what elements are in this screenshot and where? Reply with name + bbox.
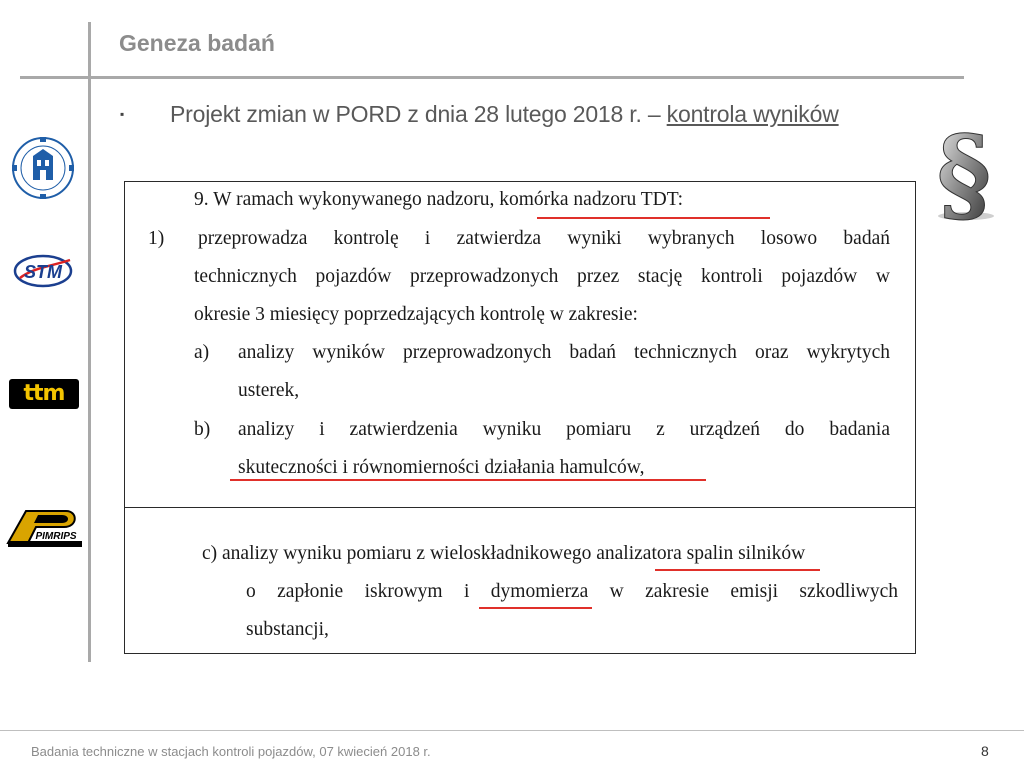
item-c-line1-suffix: silników bbox=[738, 543, 806, 564]
item-c-line1-highlight: analizatora spalin bbox=[596, 543, 734, 564]
item-b-number: b) bbox=[194, 419, 211, 440]
pimrips-logo-text: PIMRIPS bbox=[35, 531, 77, 542]
red-underline bbox=[537, 217, 770, 219]
red-underline bbox=[479, 607, 592, 609]
box1-line1-highlight: komórka nadzoru TDT: bbox=[499, 189, 684, 210]
ttm-logo: ttm bbox=[9, 379, 79, 409]
vertical-divider bbox=[88, 22, 91, 662]
subtitle-text: Projekt zmian w PORD z dnia 28 lutego 2018 r. – bbox=[170, 101, 661, 127]
item-c-line-1 bbox=[202, 543, 805, 565]
subtitle-link[interactable]: kontrola wyników bbox=[666, 101, 839, 127]
university-logo-icon bbox=[11, 136, 75, 200]
stm-logo-icon bbox=[12, 248, 74, 294]
pimrips-logo-icon bbox=[6, 503, 84, 549]
item-a-line-2: usterek, bbox=[238, 380, 300, 401]
footer-divider bbox=[0, 730, 1024, 731]
item-c-line2-highlight: dymomierza bbox=[490, 581, 589, 602]
bullet-icon: ▪ bbox=[120, 107, 125, 121]
footer-text: Badania techniczne w stacjach kontroli pojazdów, 07 kwiecień 2018 r. bbox=[31, 744, 431, 759]
item-c-line-2 bbox=[246, 581, 898, 603]
page-number: 8 bbox=[981, 743, 989, 759]
item1-number: 1) bbox=[148, 228, 165, 249]
legal-text-box-2 bbox=[124, 507, 916, 654]
item-c-line-3: substancji, bbox=[246, 619, 329, 640]
legal-text-box-1 bbox=[124, 181, 916, 508]
item-c-line1-prefix: c) analizy wyniku pomiaru z wieloskładnikowego bbox=[202, 543, 592, 564]
box1-line-1 bbox=[194, 189, 683, 211]
item-a-line-1: analizy wyników przeprowadzonych badań technicznych oraz wykrytych bbox=[238, 342, 890, 363]
item1-line-2: technicznych pojazdów przeprowadzonych przez stację kontroli pojazdów w bbox=[194, 266, 890, 287]
paragraph-symbol-text: § bbox=[936, 118, 992, 222]
slide-title: Geneza badań bbox=[119, 30, 275, 56]
item-b-line-2: skuteczności i równomierności działania hamulców, bbox=[238, 457, 645, 478]
slide-subtitle bbox=[170, 101, 839, 128]
item1-line-1: przeprowadza kontrolę i zatwierdza wyniki wybranych losowo badań bbox=[198, 228, 890, 249]
item-a-number: a) bbox=[194, 342, 210, 363]
paragraph-symbol-icon bbox=[930, 118, 998, 222]
red-underline bbox=[655, 569, 820, 571]
stm-logo-text: STM bbox=[24, 262, 62, 282]
box1-line1-prefix: 9. W ramach wykonywanego nadzoru, bbox=[194, 189, 495, 210]
item-c-line2-suffix: w zakresie emisji szkodliwych bbox=[609, 581, 898, 602]
item-c-line2-prefix: o zapłonie iskrowym i bbox=[246, 581, 470, 602]
red-underline bbox=[230, 479, 706, 481]
item1-line-3: okresie 3 miesięcy poprzedzających kontrolę w zakresie: bbox=[194, 304, 638, 325]
header-divider bbox=[20, 76, 964, 79]
item-b-line-1: analizy i zatwierdzenia wyniku pomiaru z urządzeń do badania bbox=[238, 419, 890, 440]
